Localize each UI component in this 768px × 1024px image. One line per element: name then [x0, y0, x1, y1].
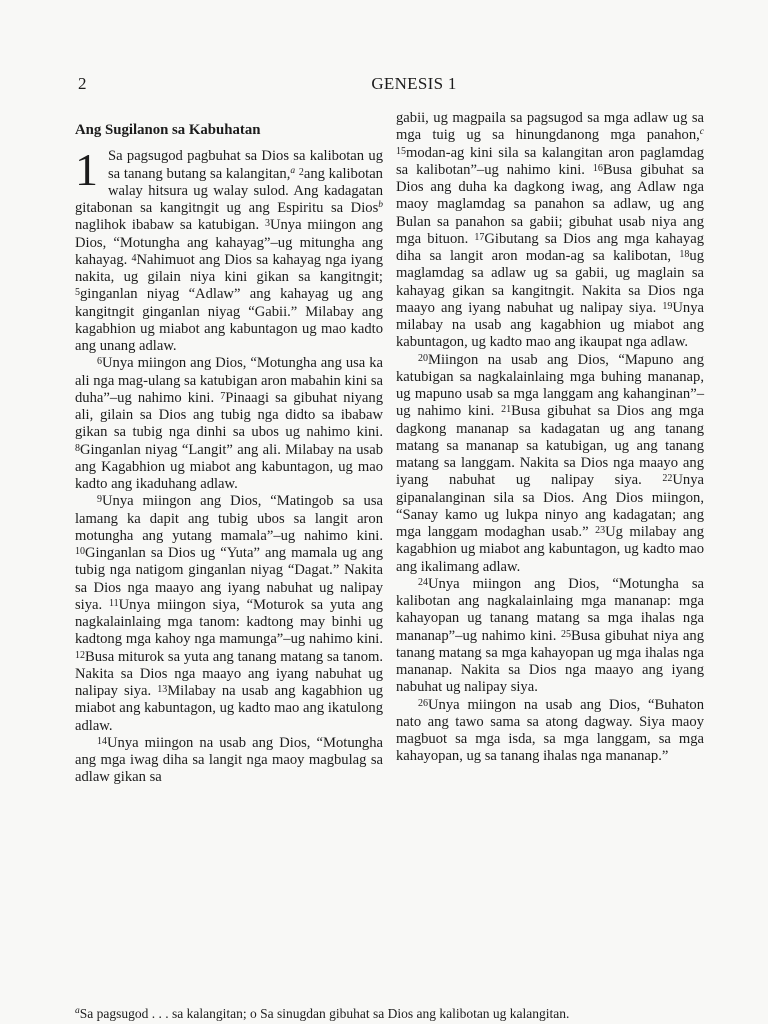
verse-number: 20: [418, 352, 428, 364]
verse-number: 10: [75, 546, 85, 557]
paragraph: [75, 493, 383, 735]
verse-text: Unya milabay na usab ang kagabhion ug miabot ang kabuntagon, ug kadto mao ang ikaupat nga adlaw.: [396, 299, 704, 351]
verse-number: 2: [298, 166, 304, 178]
verse-number: 23: [595, 525, 606, 536]
verse-text: Ginganlan niyag “Langit” ang ali. Milabay na usab ang Kagabhion ug miabot ang kabuntagon, ug mao kadto ang ikaduhang adlaw.: [75, 441, 383, 492]
verse-number: 19: [662, 300, 673, 312]
verse-text: naglihok ibabaw sa katubigan.: [75, 217, 265, 234]
verse-number: 18: [679, 249, 690, 260]
verse-number: 14: [97, 735, 107, 747]
verse-text: Unya miingon na usab ang Dios, “Motungha ang mga iwag diha sa langit nga maoy magbulag sa adlaw gikan sa: [75, 734, 383, 786]
section-heading: Ang Sugilanon sa Kabuhatan: [75, 122, 261, 138]
paragraph: [396, 352, 704, 576]
verse-text: Miingon na usab ang Dios, “Mapuno ang katubigan sa nagkalainlaing mga buhing mananap, ug mapuno usab sa mga langgam ang kahanginan”–ug nahimo kini.: [396, 351, 704, 420]
verse-number: 22: [662, 473, 673, 485]
left-column: [75, 122, 383, 787]
verse-text: Pinaagi sa gibuhat niyang ali, gilain sa Dios ang tubig nga didto sa ibabaw gikan sa tubig nga dinhi sa ubos ug nahimo kini.: [75, 389, 383, 441]
verse-text: Gibutang sa Dios ang mga kahayag diha sa langit aron modan-ag sa kalibotan,: [396, 230, 704, 264]
verse-text: modan-ag kini sila sa kalangitan aron paglamdag sa kalibotan”–ug nahimo kini.: [396, 144, 704, 178]
verse-number: 12: [75, 649, 85, 661]
verse-number: 17: [474, 231, 485, 243]
footnote: [75, 1006, 569, 1022]
verse-text: Unya miingon na usab ang Dios, “Buhaton nato ang tawo sama sa atong dagway. Siya maoy magbuot sa mga isda, sa mga langgam, sa mga kahayopan, ug sa tanang ihalas nga mananap.”: [396, 696, 704, 765]
verse-text: Ug milabay ang kagabhion ug miabot ang kabuntagon, ug kadto mao ang ikalimang adlaw.: [396, 524, 705, 575]
verse-number: 16: [592, 162, 603, 174]
verse-text: Nahimuot ang Dios sa kahayag nga iyang nakita, ug gilain niya kini gikan sa kangitngit;: [75, 251, 384, 285]
verse-number: 24: [418, 576, 428, 588]
verse-number: 6: [97, 356, 102, 368]
verse-number: 9: [97, 494, 102, 506]
verse-text: ug maglamdag sa adlaw ug sa gabii, ug maglain sa kahayag gikan sa kangitngit. Nakita sa Dios nga maayo ang iyang nabuhat ug nalipay siya.: [396, 248, 704, 316]
verse-text: Unya miingon siya, “Moturok sa yuta ang nagkalainlaing mga tanom: kadtong may binhi ug kadtong mga kahoy nga mamunga”–ug nahimo kini.: [75, 596, 383, 648]
page-number: 2: [78, 74, 87, 93]
footnote-marker: b: [378, 200, 383, 210]
footnote-mark: a: [75, 1006, 80, 1016]
verse-text: Unya miingon ang Dios, “Motungha ang usa ka ali nga mag-ulang sa katubigan aron mabahin kini sa duha”–ug nahimo kini.: [75, 355, 384, 406]
paragraph: [396, 110, 704, 352]
verse-number: 15: [396, 145, 406, 157]
chapter-number: 1: [75, 144, 98, 196]
verse-number: 5: [75, 287, 80, 299]
verse-text: Unya miingon ang Dios, “Motungha sa kalibotan ang nagkalainlaing mga mananap: mga kahayopan ug tanang matang sa mga ihalas nga mananap”–ug nahimo kini.: [396, 575, 704, 644]
verse-text: ang kalibotan walay hitsura ug walay sulod. Ang kadagatan gitabonan sa kangitngit ug ang Espiritu sa Dios: [75, 165, 383, 216]
paragraph: [75, 144, 384, 355]
verse-text: Milabay na usab ang kagabhion ug miabot ang kabuntagon, ug kadto mao ang ikatulong adlaw.: [75, 683, 383, 734]
verse-number: 7: [220, 390, 226, 402]
verse-text: Unya miingon ang Dios, “Motungha ang kahayag”–ug mitungha ang kahayag.: [75, 217, 383, 268]
paragraph: [396, 576, 704, 697]
right-paragraphs: [396, 110, 704, 766]
verse-text: Busa gibuhat niya ang tanang matang sa mga kahayopan ug mga ihalas nga mananap. Nakita sa Dios nga maayo ang iyang nabuhat ug nalipay siya.: [396, 627, 704, 696]
verse-text: Sa pagsugod pagbuhat sa Dios sa kalibotan ug sa tanang butang sa kalangitan,: [108, 148, 383, 182]
footnote-marker: c: [699, 127, 704, 138]
paragraph: [75, 355, 383, 493]
verse-number: 21: [501, 404, 512, 416]
verse-number: 3: [264, 218, 270, 230]
verse-text: gabii, ug magpaila sa pagsugod sa mga adlaw ug sa mga tuig ug sa hinungdanong mga panahon,: [396, 110, 704, 144]
paragraph: [396, 697, 704, 766]
left-paragraphs: [75, 144, 384, 786]
running-head: GENESIS 1: [371, 74, 457, 93]
right-column: [396, 110, 704, 766]
verse-number: 8: [75, 442, 80, 454]
verse-number: 26: [418, 697, 428, 709]
verse-text: ginganlan niyag “Adlaw” ang kahayag ug ang kangitngit ginganlan niyag “Gabii.” Milabay ang kagabhion ug miabot ang kabuntagon ug mao kadto ang unang adlaw.: [75, 286, 383, 354]
verse-number: 4: [131, 252, 137, 264]
paragraph: [75, 735, 383, 787]
verse-text: Ginganlan sa Dios ug “Yuta” ang mamala ug ang tubig nga natigom ginganlan niyag “Dagat.” Nakita sa Dios nga maayo ang iyang nabuhat ug nalipay siya.: [75, 545, 383, 613]
verse-number: 11: [109, 597, 119, 609]
verse-text: Unya miingon ang Dios, “Matingob sa usa lamang ka dapit ang tubig ubos sa langit aron motungha ang yutang mamala”–ug nahimo kini.: [75, 493, 383, 544]
verse-text: Busa miturok sa yuta ang tanang matang sa tanom. Nakita sa Dios nga maayo ang iyang nabuhat ug nalipay siya.: [75, 648, 383, 699]
footnote-text: Sa pagsugod . . . sa kalangitan; o Sa sinugdan gibuhat sa Dios ang kalibotan ug kalangitan.: [79, 1006, 570, 1021]
verse-text: Unya gipanalanginan sila sa Dios. Ang Dios miingon, “Sanay kamo ug lukpa ninyo ang kadagatan; ang mga langgam modaghan usab.”: [396, 472, 704, 540]
verse-number: 25: [561, 628, 571, 640]
verse-text: Busa gibuhat sa Dios ang mga dagkong mananap sa kadagatan ug ang tanang matang sa mananap sa katubigan, ug ang tanang matang sa langgam. Nakita sa Dios nga maayo ang iyang nabuhat ug nalipay siya.: [396, 403, 704, 489]
verse-text: Busa gibuhat sa Dios ang duha ka dagkong iwag, ang Adlaw nga maoy maglamdag sa panahon sa adlaw, ug ang Bulan sa panahon sa gabii; gibuhat usab niya ang mga bituon.: [396, 161, 704, 247]
footnote-marker: a: [290, 165, 296, 176]
verse-number: 13: [157, 684, 168, 695]
